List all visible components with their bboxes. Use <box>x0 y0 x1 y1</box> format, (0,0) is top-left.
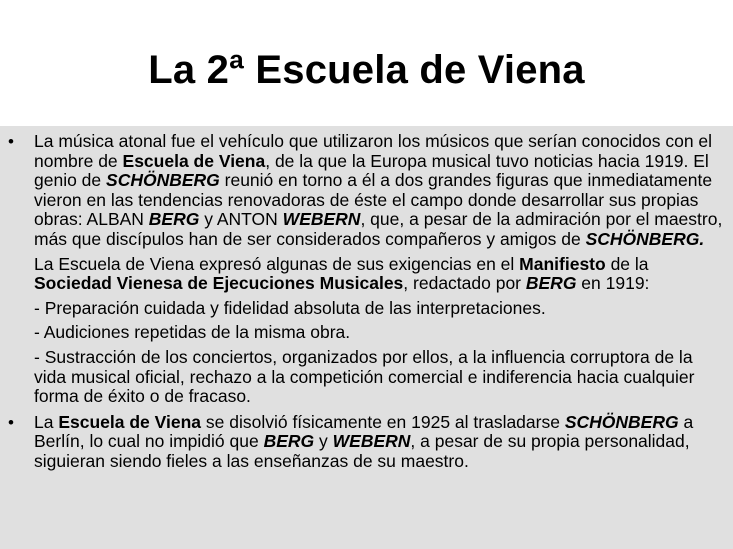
list-item: - Sustracción de los conciertos, organizados por ellos, a la influencia corruptora de la vida musical oficial, rechazo a la competición comercial e indiferencia hacia cualquier forma de éxito o de fracaso. <box>34 346 695 407</box>
composer-name: WEBERN <box>332 431 411 452</box>
list-item: - Audiciones repetidas de la misma obra. <box>34 322 351 343</box>
text-run: a Berlín, lo cual no impidió que <box>34 411 694 452</box>
text-run: , redactado por <box>403 273 526 294</box>
composer-name: SCHÖNBERG <box>564 411 679 432</box>
text-run: y ANTON <box>199 209 283 230</box>
bullet-1 <box>0 132 733 407</box>
bold-term: Escuela de Viena <box>58 411 202 432</box>
text-run: La Escuela de Viena expresó algunas de sus exigencias en el <box>34 253 520 274</box>
bold-term: Escuela de Viena <box>122 150 266 171</box>
bullet-1-paragraph-1 <box>34 132 729 250</box>
composer-name: BERG <box>263 431 315 452</box>
bullet-2-paragraph <box>34 413 729 472</box>
bullet-2 <box>0 413 733 472</box>
title-area <box>0 0 733 126</box>
bold-term: Sociedad Vienesa de Ejecuciones Musicales <box>34 273 404 294</box>
composer-name: BERG <box>525 273 577 294</box>
bullet-1-paragraph-2 <box>34 255 729 294</box>
composer-name: WEBERN <box>282 209 361 230</box>
text-run: de la <box>605 253 649 274</box>
composer-name: SCHÖNBERG <box>106 170 220 191</box>
text-run: , de la que la Europa musical tuvo noticias hacia 1919. El genio de <box>34 150 709 191</box>
slide-title: La 2ª Escuela de Viena <box>148 48 585 92</box>
text-run: La <box>34 411 59 432</box>
bullet-dot-icon: • <box>8 132 14 151</box>
text-run: reunió en torno a él a dos grandes figuras que inmediatamente vieron en las tendencias renovadoras de éste el campo donde desarrollar sus propias obras: ALBAN <box>34 170 713 230</box>
content-area <box>0 126 733 549</box>
text-run: y <box>314 431 333 452</box>
text-run: , a pesar de su propia personalidad, siguieran siendo fieles a las enseñanzas de su maestro. <box>34 431 690 471</box>
text-run: , que, a pesar de la admiración por el maestro, más que discípulos han de ser considerados compañeros y amigos de <box>34 209 723 249</box>
composer-name: SCHÖNBERG. <box>585 228 705 249</box>
text-run: en 1919: <box>576 273 650 294</box>
text-run: se disolvió físicamente en 1925 al trasladarse <box>201 411 565 432</box>
text-run: La música atonal fue el vehículo que utilizaron los músicos que serían conocidos con el nombre de <box>34 131 713 171</box>
bold-term: Manifiesto <box>519 253 606 274</box>
bullet-dot-icon: • <box>8 412 14 432</box>
composer-name: BERG <box>148 209 200 230</box>
list-item: - Preparación cuidada y fidelidad absoluta de las interpretaciones. <box>34 297 546 318</box>
